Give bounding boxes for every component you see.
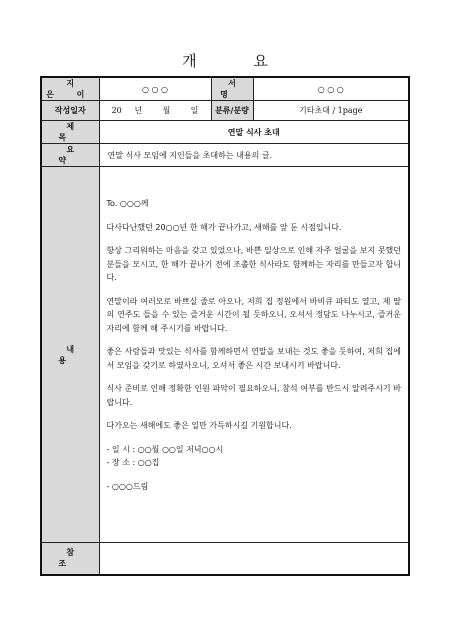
letter-paragraph-5: 식사 준비로 인해 정확한 인원 파악이 필요하오니, 참석 여부를 반드시 알려주시기 바랍니다. (106, 384, 401, 407)
reference-value (99, 543, 409, 575)
reference-row (41, 543, 409, 575)
summary-value: 연말 식사 모임에 지인들을 초대하는 내용의 글. (99, 144, 409, 167)
date-year: 20 (111, 106, 122, 115)
letter-place: - 장 소 : ○○집 (106, 458, 160, 467)
date-row (41, 101, 409, 121)
page-title: 개 요 (182, 52, 294, 70)
letter-datetime: - 일 시 : ○○월 ○○일 저녁○○시 (106, 444, 224, 454)
date-year-unit: 년 (134, 106, 143, 115)
reference-label: 참 조 (41, 543, 99, 575)
subject-row (41, 121, 409, 144)
category-label: 분류/분량 (211, 101, 253, 121)
author-value: ○ ○ ○ (99, 77, 211, 101)
summary-row (41, 144, 409, 167)
subject-label: 제 목 (41, 121, 99, 144)
content-label: 내 용 (41, 167, 99, 543)
signature-label: 서 명 (211, 77, 253, 101)
document-form-table (40, 76, 410, 576)
letter-paragraph-4: 좋은 사람들과 맛있는 식사를 함께하면서 연말을 보내는 것도 좋을 듯하여, 저희 집에서 모임을 갖기로 하였사오니, 오셔서 좋은 시간 보내시기 바랍니다. (106, 347, 401, 370)
letter-paragraph-3: 연말이라 여러모로 바쁘실 줄로 아오나, 저희 집 정원에서 바비큐 파티도 열고, 제 딸의 연주도 들을 수 있는 즐거운 시간이 될 듯하오니, 오셔서 정담도 나누시고, 즐거운 자리에 함께 해 주시기를 바랍니다. (106, 296, 401, 333)
signature-value: ○ ○ ○ (253, 77, 409, 101)
letter-signoff: - ○○○드림 (106, 481, 149, 491)
letter-paragraph-6: 다가오는 새해에도 좋은 일만 가득하시길 기원합니다. (106, 421, 292, 430)
date-label: 작성일자 (41, 101, 99, 121)
summary-label: 요 약 (41, 144, 99, 167)
date-day-unit: 일 (190, 106, 199, 115)
letter-body (99, 167, 409, 543)
author-label: 지 은 이 (41, 77, 99, 101)
subject-value: 연말 식사 초대 (99, 121, 409, 144)
date-value (99, 101, 211, 121)
letter-paragraph-1: 다사다난했던 20○○년 한 해가 끝나가고, 새해를 앞 둔 시점입니다. (106, 222, 342, 232)
date-month-unit: 월 (162, 106, 171, 115)
letter-greeting: To. ○○○께 (106, 199, 149, 208)
author-row (41, 77, 409, 101)
category-value: 기타초대 / 1page (253, 101, 409, 121)
letter-paragraph-2: 항상 그리워하는 마음을 갖고 있었으나, 바쁜 일상으로 인해 자주 얼굴을 보지 못했던 분들을 모시고, 한 해가 끝나기 전에 조촐한 식사라도 함께하는 자리를 만들고자 합니다. (106, 246, 401, 282)
content-row (41, 167, 409, 543)
